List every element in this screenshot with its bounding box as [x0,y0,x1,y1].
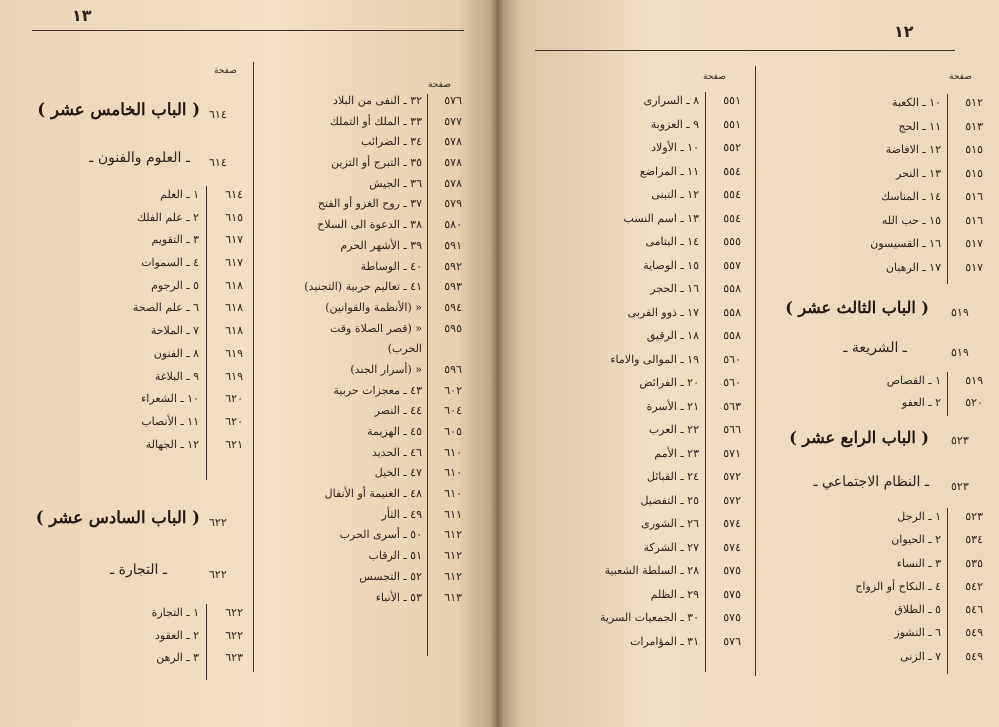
index-entry: الحرب) [387,342,422,356]
index-entry: ٥٥٤ ١١ ـ المراضع [639,164,741,178]
index-list-inner [262,94,462,611]
index-entry: ٥١٦ ١٥ ـ حب الله [881,213,983,227]
book-spine [490,0,504,727]
chapter-subtitle: ـ العلوم والفنون ـ [89,150,190,166]
index-entry: ٥١٥ ١٢ ـ الافاضة [885,143,983,156]
index-entry: ٥٢٠ ٢ ـ العفو [901,395,983,409]
section-page: ٥١٩ [951,346,969,359]
index-entry: ٥٤٩ ٦ ـ النشوز [894,626,983,640]
index-entry: ٥٧٨ ٣٦ ـ الجيش [369,176,462,190]
index-entry: ٦١٣ ٥٣ ـ الأنباء [375,590,462,604]
index-entry: ٦١٨ ٧ ـ الملاحة [150,324,243,338]
page-number: ١٢ [894,22,914,41]
index-entry: ٦٢٢ ١ ـ التجارة [151,606,243,619]
index-list-s13 [767,374,983,417]
index-entry: ٥٩١ ٣٩ ـ الأشهر الحرم [340,238,462,252]
index-entry: ٥٧٥ ٣٠ ـ الجمعيات السرية [600,611,741,624]
index-entry: ٥٧٩ ٣٧ ـ روح الغزو أو الفتح [317,197,462,211]
index-entry: ٦١١ ٤٩ ـ الثأر [381,507,462,521]
index-entry: ٦١٧ ٣ ـ التقويم [151,233,243,247]
index-entry: ٥٧٧ ٣٣ ـ الملك أو التملك [329,114,462,128]
column-divider [253,62,254,672]
chapter-title: ( الباب الرابع عشر ) [789,428,929,447]
column-header: صفحة [428,80,451,90]
index-entry: ٥٣٥ ٣ ـ النساء [896,556,983,570]
index-entry: ٥٧١ ٢٣ ـ الأمم [654,446,741,460]
index-entry: ٥١٧ ١٧ ـ الرهبان [885,260,983,274]
index-entry: ٦٠٥ ٤٥ ـ الهزيمة [367,425,462,438]
index-entry: ٦١٠ ٤٨ ـ الغنيمة أو الأنفال [324,487,462,501]
index-entry: ٥٤٢ ٤ ـ النكاح أو الزواج [855,579,983,593]
column-header: صفحة [214,66,237,76]
index-entry: ٦١٢ ٥١ ـ الرقاب [368,549,462,563]
chapter-title: ( الباب السادس عشر ) [35,508,200,527]
header-rule [32,30,464,31]
index-entry: ٦١٠ ٤٧ ـ الخيل [374,466,462,480]
index-entry: ٥١٥ ١٣ ـ النحر [896,166,983,180]
right-page [497,0,999,727]
index-entry: ٥٥٥ ١٤ ـ اليتامى [645,235,741,248]
index-entry: ٦١٤ ١ ـ العلم [160,188,243,201]
index-entry: ٥٩٦ « (أسرار الجند) [350,362,462,376]
index-entry: ٥٧٤ ٢٦ ـ الشورى [641,517,741,530]
index-entry: ٥٥٤ ١٣ ـ اسم النسب [623,211,741,225]
index-entry: ٥٥٤ ١٢ ـ التبنى [651,188,741,201]
index-entry: ٦١٥ ٢ ـ علم الفلك [136,210,243,224]
index-entry: ٦٢٢ ٢ ـ العقود [155,628,243,642]
index-entry: ٥٨٠ ٣٨ ـ الدعوة الى السلاح [317,218,462,232]
index-entry: ٥٩٢ ٤٠ ـ الوساطة [360,259,462,273]
index-entry: ٥٥١ ٨ ـ السرارى [643,94,741,107]
index-entry: ٦١٨ ٥ ـ الرجوم [151,278,243,292]
index-entry: ٥١٩ ١ ـ القصاص [886,374,983,387]
index-entry: ٥٥١ ٩ ـ العزوبة [650,117,741,131]
index-entry: ٥٢٣ ١ ـ الرجل [897,510,983,523]
index-entry: ٥٧٢ ٢٥ ـ التفضيل [640,493,741,507]
column-header: صفحة [949,72,972,82]
index-entry: ٥٣٤ ٢ ـ الحيوان [891,533,983,547]
index-entry: ٦٠٤ ٤٤ ـ النصر [374,404,462,418]
index-entry: ٥٧٥ ٢٩ ـ الظلم [650,587,741,601]
index-list-s16 [100,606,243,674]
index-entry: ٦١٩ ٨ ـ الفنون [153,346,243,360]
index-entry: ٦١٠ ٤٦ ـ الحديد [371,445,462,459]
column-header: صفحة [703,72,726,82]
section-page: ٦٢٢ [209,568,227,581]
index-entry: ٥٧٢ ٢٤ ـ القبائل [646,470,741,483]
index-entry: ٥٤٩ ٧ ـ الزنى [900,649,983,663]
index-entry: ٥١٣ ١١ ـ الحج [898,119,983,133]
index-entry: ٥٧٨ ٣٥ ـ التبرج أو التزين [331,156,462,170]
index-entry: ٦١٩ ٩ ـ البلاغة [154,369,243,383]
chapter-subtitle: ـ النظام الاجتماعي ـ [813,474,929,490]
index-entry: ٥٧٦ ٣١ ـ المؤامرات [630,634,741,648]
index-entry: ٥١٧ ١٦ ـ القسيسون [870,237,983,250]
index-list-top [767,96,983,284]
index-entry: ٥٦٠ ١٩ ـ الموالى والاماء [610,352,741,366]
index-entry: ٦٢٠ ١٠ ـ الشعراء [141,392,243,406]
index-entry: ٦٢٠ ١١ ـ الأنصاب [141,414,243,428]
index-entry: ٦١٢ ٥٢ ـ التجسس [359,569,462,583]
index-entry: ٥٥٨ ١٧ ـ ذوو القربى [627,305,741,319]
section-page: ٦٢٢ [209,516,227,529]
index-entry: ٥٩٤ « (الأنظمة والقوانين) [325,300,462,314]
index-entry: ٥٤٦ ٥ ـ الطلاق [894,603,983,617]
index-entry: ٦١٧ ٤ ـ السموات [141,256,243,270]
index-entry: ٥٥٨ ١٨ ـ الرقيق [646,329,741,342]
index-entry: ٦٢٣ ٣ ـ الرهن [156,651,243,665]
index-entry: ٥٩٣ ٤١ ـ تعاليم حربية (التجنيد) [304,280,462,294]
index-entry: ٥٧٦ ٣٢ ـ النفى من البلاد [333,94,462,107]
index-entry: ٥٧٤ ٢٧ ـ الشركة [643,540,741,554]
chapter-title: ( الباب الثالث عشر ) [785,298,929,317]
section-page: ٥٢٣ [951,434,969,447]
section-page: ٦١٤ [209,156,227,169]
left-page [0,0,497,727]
section-page: ٥١٩ [951,306,969,319]
index-list-inner [557,94,741,658]
index-entry: ٥٥٢ ١٠ ـ الأولاد [651,141,741,154]
index-entry: ٦١٢ ٥٠ ـ أسرى الحرب [339,528,462,542]
index-entry: ٥٩٥ « (قصر الصلاة وقت [329,321,462,335]
column-divider [755,66,756,676]
index-entry: ٥٦٦ ٢٢ ـ العرب [648,423,741,436]
index-entry: ٥١٢ ١٠ ـ الكعبة [891,96,983,109]
index-list-s14 [767,510,983,673]
chapter-subtitle: ـ الشريعة ـ [843,340,907,356]
index-entry: ٥٧٨ ٣٤ ـ الضرائب [361,135,462,149]
section-page: ٦١٤ [209,108,227,121]
header-rule [535,50,955,51]
index-entry: ٥٥٧ ١٥ ـ الوصاية [643,258,741,272]
index-entry: ٦١٨ ٦ ـ علم الصحة [132,301,243,315]
index-entry: ٥٥٨ ١٦ ـ الحجر [650,282,741,295]
index-entry: ٥٦٠ ٢٠ ـ الفرائض [639,376,741,389]
index-list-s15 [100,188,243,460]
section-page: ٥٢٣ [951,480,969,493]
chapter-title: ( الباب الخامس عشر ) [37,100,200,119]
chapter-subtitle: ـ التجارة ـ [110,562,167,578]
index-entry: ٦٢١ ١٢ ـ الجهالة [145,437,243,451]
index-entry: ٥٧٥ ٢٨ ـ السلطة الشعبية [604,564,741,577]
index-entry: ٥١٦ ١٤ ـ المناسك [881,190,983,203]
page-number: ١٣ [72,6,92,25]
index-entry: ٥٦٣ ٢١ ـ الأسرة [646,399,741,413]
index-entry: ٦٠٢ ٤٣ ـ معجزات حربية [333,383,462,397]
